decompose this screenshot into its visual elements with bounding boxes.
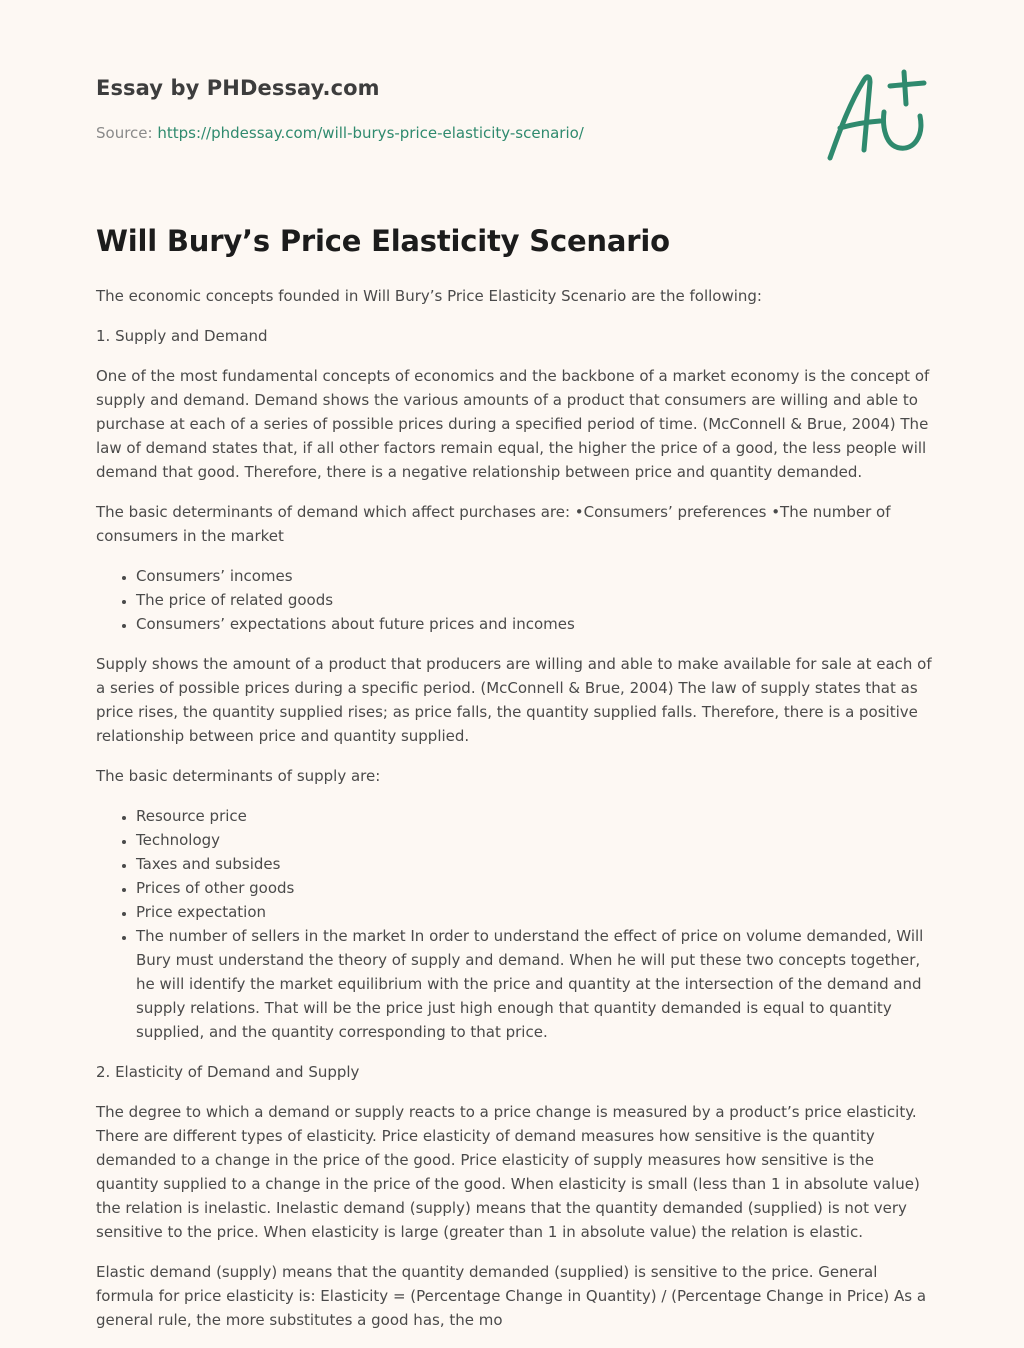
list-item: • Consumers’ expectations about future prices and incomes <box>136 612 932 636</box>
demand-determinants-list <box>96 564 932 636</box>
paragraph: The basic determinants of demand which affect purchases are: •Consumers’ preferences •The number of consumers in the market <box>96 503 891 545</box>
section-heading-elasticity: 2. Elasticity of Demand and Supply <box>96 1063 360 1081</box>
list-item: • The price of related goods <box>136 588 932 612</box>
essay-body <box>96 284 932 1348</box>
paragraph: Supply shows the amount of a product that producers are willing and able to make available for sale at each of a series of possible prices during a specific period. (McConnell & Brue, 2004) The law of supply states that as price rises, the quantity supplied rises; as price falls, the quantity supplied falls. Therefore, there is a positive relationship between price and quantity supplied. <box>96 655 932 745</box>
intro-paragraph: The economic concepts founded in Will Bury’s Price Elasticity Scenario are the following: <box>96 287 762 305</box>
list-item: • Price expectation <box>136 900 932 924</box>
source-label: Source: <box>96 124 158 142</box>
source-link[interactable]: https://phdessay.com/will-burys-price-elasticity-scenario/ <box>157 124 584 142</box>
paragraph: One of the most fundamental concepts of economics and the backbone of a market economy is the concept of supply and demand. Demand shows the various amounts of a product that consumers are willing and able to purchase at each of a series of possible prices during a specified period of time. (McConnell & Brue, 2004) The law of demand states that, if all other factors remain equal, the higher the price of a good, the less people will demand that good. Therefore, there is a negative relationship between price and quantity demanded. <box>96 367 930 481</box>
list-item: • Taxes and subsides <box>136 852 932 876</box>
site-brand: Essay by PHDessay.com <box>96 76 380 100</box>
section-heading-supply-demand: 1. Supply and Demand <box>96 327 268 345</box>
list-item: • Technology <box>136 828 932 852</box>
page-title: Will Bury’s Price Elasticity Scenario <box>96 224 670 258</box>
list-item: • The number of sellers in the market In order to understand the effect of price on volume demanded, Will Bury must understand the theory of supply and demand. When he will put these two concepts together, he will identify the market equilibrium with the price and quantity at the intersection of the demand and supply relations. That will be the price just high enough that quantity demanded is equal to quantity supplied, and the quantity corresponding to that price. <box>136 924 932 1044</box>
source-line <box>96 124 584 142</box>
supply-determinants-list <box>96 804 932 1044</box>
a-plus-grade-icon <box>820 66 930 166</box>
paragraph: Elastic demand (supply) means that the quantity demanded (supplied) is sensitive to the price. General formula for price elasticity is: Elasticity = (Percentage Change in Quantity) / (Percentage Change in Price) As a general rule, the more substitutes a good has, the mo <box>96 1263 927 1329</box>
list-item: • Consumers’ incomes <box>136 564 932 588</box>
list-item: • Prices of other goods <box>136 876 932 900</box>
paragraph: The degree to which a demand or supply reacts to a price change is measured by a product’s price elasticity. There are different types of elasticity. Price elasticity of demand measures how sensitive is the quantity demanded to a change in the price of the good. Price elasticity of supply measures how sensitive is the quantity supplied to a change in the price of the good. When elasticity is small (less than 1 in absolute value) the relation is inelastic. Inelastic demand (supply) means that the quantity demanded (supplied) is not very sensitive to the price. When elasticity is large (greater than 1 in absolute value) the relation is elastic. <box>96 1103 920 1241</box>
paragraph: The basic determinants of supply are: <box>96 767 381 785</box>
list-item: • Resource price <box>136 804 932 828</box>
